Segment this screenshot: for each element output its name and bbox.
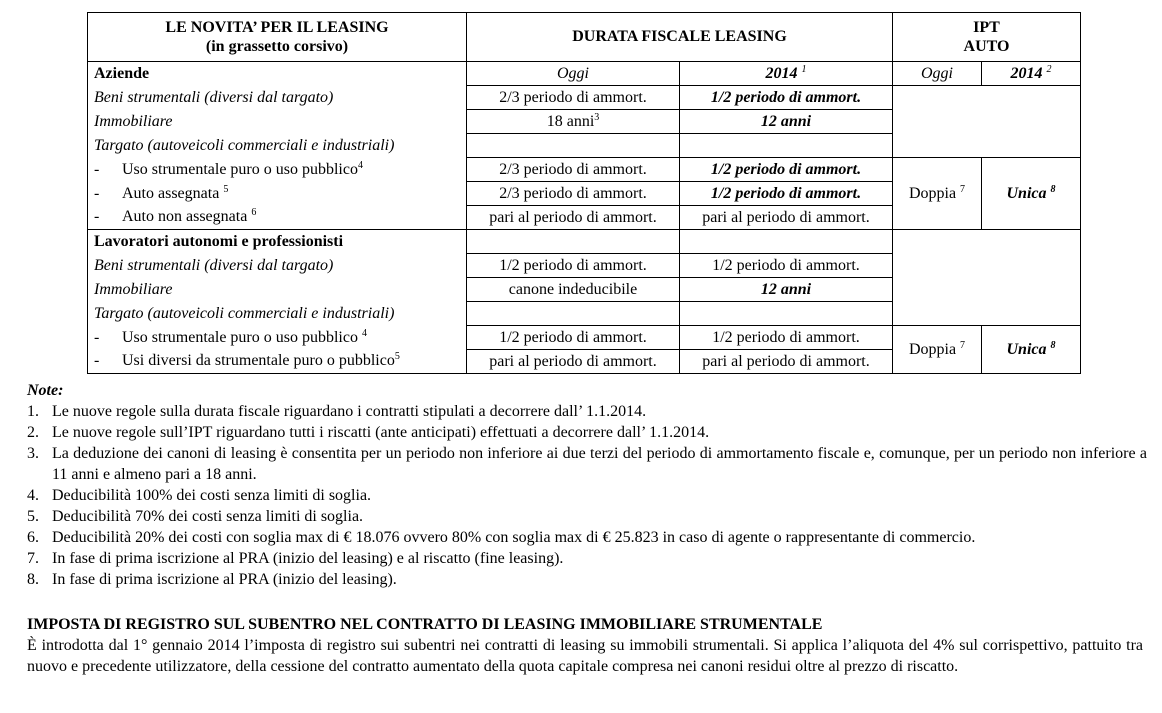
notes-list bbox=[27, 401, 1147, 590]
aziende-uso-2014: 1/2 periodo di ammort. bbox=[680, 158, 893, 182]
list-item: 2. Le nuove regole sull’IPT riguardano tutti i riscatti (ante anticipati) effettuati a decorrere dall’ 1.1.2014. bbox=[27, 424, 710, 441]
list-item: 4. Deducibilità 100% dei costi senza limiti di soglia. bbox=[27, 487, 372, 504]
notes-section bbox=[27, 380, 1147, 590]
aziende-assegnata-oggi: 2/3 periodo di ammort. bbox=[467, 182, 680, 206]
list-item: 6. Deducibilità 20% dei costi con soglia max di € 18.076 ovvero 80% con soglia max di € 25.823 in caso di agente o rappresentante di commercio. bbox=[27, 529, 976, 546]
table-header-row bbox=[88, 13, 1081, 62]
leasing-table bbox=[87, 12, 1081, 374]
list-item: 8. In fase di prima iscrizione al PRA (inizio del leasing). bbox=[27, 571, 397, 588]
empty-cell bbox=[680, 302, 893, 326]
autonomi-diversi-oggi: pari al periodo di ammort. bbox=[467, 350, 680, 374]
autonomi-ipt-2014: Unica $^8$ bbox=[982, 326, 1081, 374]
ipt-empty-cell bbox=[893, 86, 1081, 158]
ipt-empty-cell bbox=[893, 230, 1081, 326]
table-row bbox=[88, 158, 1081, 182]
empty-cell bbox=[467, 134, 680, 158]
aziende-immobiliare-2014: 12 anni bbox=[680, 110, 893, 134]
aziende-uso-label: - Uso strumentale puro o uso pubblico$^4$ bbox=[88, 158, 467, 182]
imposta-body: È introdotta dal 1° gennaio 2014 l’imposta di registro sui subentri nei contratti di leasing su immobili strumentali. Si applica l’aliquota del 4% sul corrispettivo, pattuito tra nuovo e precedente utilizzatore, della cessione del contratto aumentato della quota capitale compresa nei canoni residui oltre al prezzo di riscatto. bbox=[27, 637, 1143, 675]
autonomi-row bbox=[88, 230, 1081, 254]
aziende-non-assegnata-2014: pari al periodo di ammort. bbox=[680, 206, 893, 230]
aziende-assegnata-label: - Auto assegnata $^5$ bbox=[88, 182, 467, 206]
subheader-oggi: Oggi bbox=[467, 62, 680, 86]
autonomi-beni-label: Beni strumentali (diversi dal targato) bbox=[88, 254, 467, 278]
aziende-immobiliare-oggi: 18 anni$^3$ bbox=[467, 110, 680, 134]
header-durata: DURATA FISCALE LEASING bbox=[467, 13, 893, 62]
table-row bbox=[88, 86, 1081, 110]
aziende-beni-2014: 1/2 periodo di ammort. bbox=[680, 86, 893, 110]
aziende-targato-label: Targato (autoveicoli commerciali e industriali) bbox=[88, 134, 467, 158]
autonomi-beni-2014: 1/2 periodo di ammort. bbox=[680, 254, 893, 278]
autonomi-targato-label: Targato (autoveicoli commerciali e industriali) bbox=[88, 302, 467, 326]
aziende-row bbox=[88, 62, 1081, 86]
aziende-title: Aziende bbox=[88, 62, 467, 86]
autonomi-diversi-2014: pari al periodo di ammort. bbox=[680, 350, 893, 374]
subheader-ipt-oggi: Oggi bbox=[893, 62, 982, 86]
aziende-immobiliare-label: Immobiliare bbox=[88, 110, 467, 134]
header-novita: LE NOVITA’ PER IL LEASING (in grassetto corsivo) bbox=[88, 13, 467, 62]
list-item: 3. La deduzione dei canoni di leasing è consentita per un periodo non inferiore ai due terzi del periodo di ammortamento fiscale e, comunque, per un periodo non inferiore a 11 anni e almeno pari a 18 anni. bbox=[27, 445, 1147, 483]
empty-cell bbox=[467, 230, 680, 254]
aziende-beni-label: Beni strumentali (diversi dal targato) bbox=[88, 86, 467, 110]
autonomi-diversi-label: - Usi diversi da strumentale puro o pubblico$^5$ bbox=[88, 350, 467, 374]
header-ipt-auto: IPT AUTO bbox=[893, 13, 1081, 62]
imposta-section bbox=[27, 614, 1143, 677]
empty-cell bbox=[467, 302, 680, 326]
empty-cell bbox=[680, 134, 893, 158]
aziende-ipt-2014: Unica $^8$ bbox=[982, 158, 1081, 230]
subheader-2014: 2014 $^1$ bbox=[680, 62, 893, 86]
aziende-non-assegnata-oggi: pari al periodo di ammort. bbox=[467, 206, 680, 230]
list-item: 1. Le nuove regole sulla durata fiscale riguardano i contratti stipulati a decorrere dall’ 1.1.2014. bbox=[27, 403, 647, 420]
imposta-title: IMPOSTA DI REGISTRO SUL SUBENTRO NEL CONTRATTO DI LEASING IMMOBILIARE STRUMENTALE bbox=[27, 616, 823, 633]
autonomi-uso-oggi: 1/2 periodo di ammort. bbox=[467, 326, 680, 350]
table-row bbox=[88, 326, 1081, 350]
autonomi-ipt-oggi: Doppia $^7$ bbox=[893, 326, 982, 374]
subheader-ipt-2014: 2014 $^2$ bbox=[982, 62, 1081, 86]
empty-cell bbox=[680, 230, 893, 254]
aziende-non-assegnata-label: - Auto non assegnata $^6$ bbox=[88, 206, 467, 230]
autonomi-title: Lavoratori autonomi e professionisti bbox=[88, 230, 467, 254]
aziende-beni-oggi: 2/3 periodo di ammort. bbox=[467, 86, 680, 110]
autonomi-uso-label: - Uso strumentale puro o uso pubblico $^4$ bbox=[88, 326, 467, 350]
autonomi-beni-oggi: 1/2 periodo di ammort. bbox=[467, 254, 680, 278]
list-item: 7. In fase di prima iscrizione al PRA (inizio del leasing) e al riscatto (fine leasing). bbox=[27, 550, 564, 567]
autonomi-immobiliare-label: Immobiliare bbox=[88, 278, 467, 302]
autonomi-uso-2014: 1/2 periodo di ammort. bbox=[680, 326, 893, 350]
aziende-uso-oggi: 2/3 periodo di ammort. bbox=[467, 158, 680, 182]
autonomi-immobiliare-2014: 12 anni bbox=[680, 278, 893, 302]
autonomi-immobiliare-oggi: canone indeducibile bbox=[467, 278, 680, 302]
aziende-assegnata-2014: 1/2 periodo di ammort. bbox=[680, 182, 893, 206]
list-item: 5. Deducibilità 70% dei costi senza limiti di soglia. bbox=[27, 508, 364, 525]
notes-title: Note: bbox=[27, 382, 64, 399]
aziende-ipt-oggi: Doppia $^7$ bbox=[893, 158, 982, 230]
